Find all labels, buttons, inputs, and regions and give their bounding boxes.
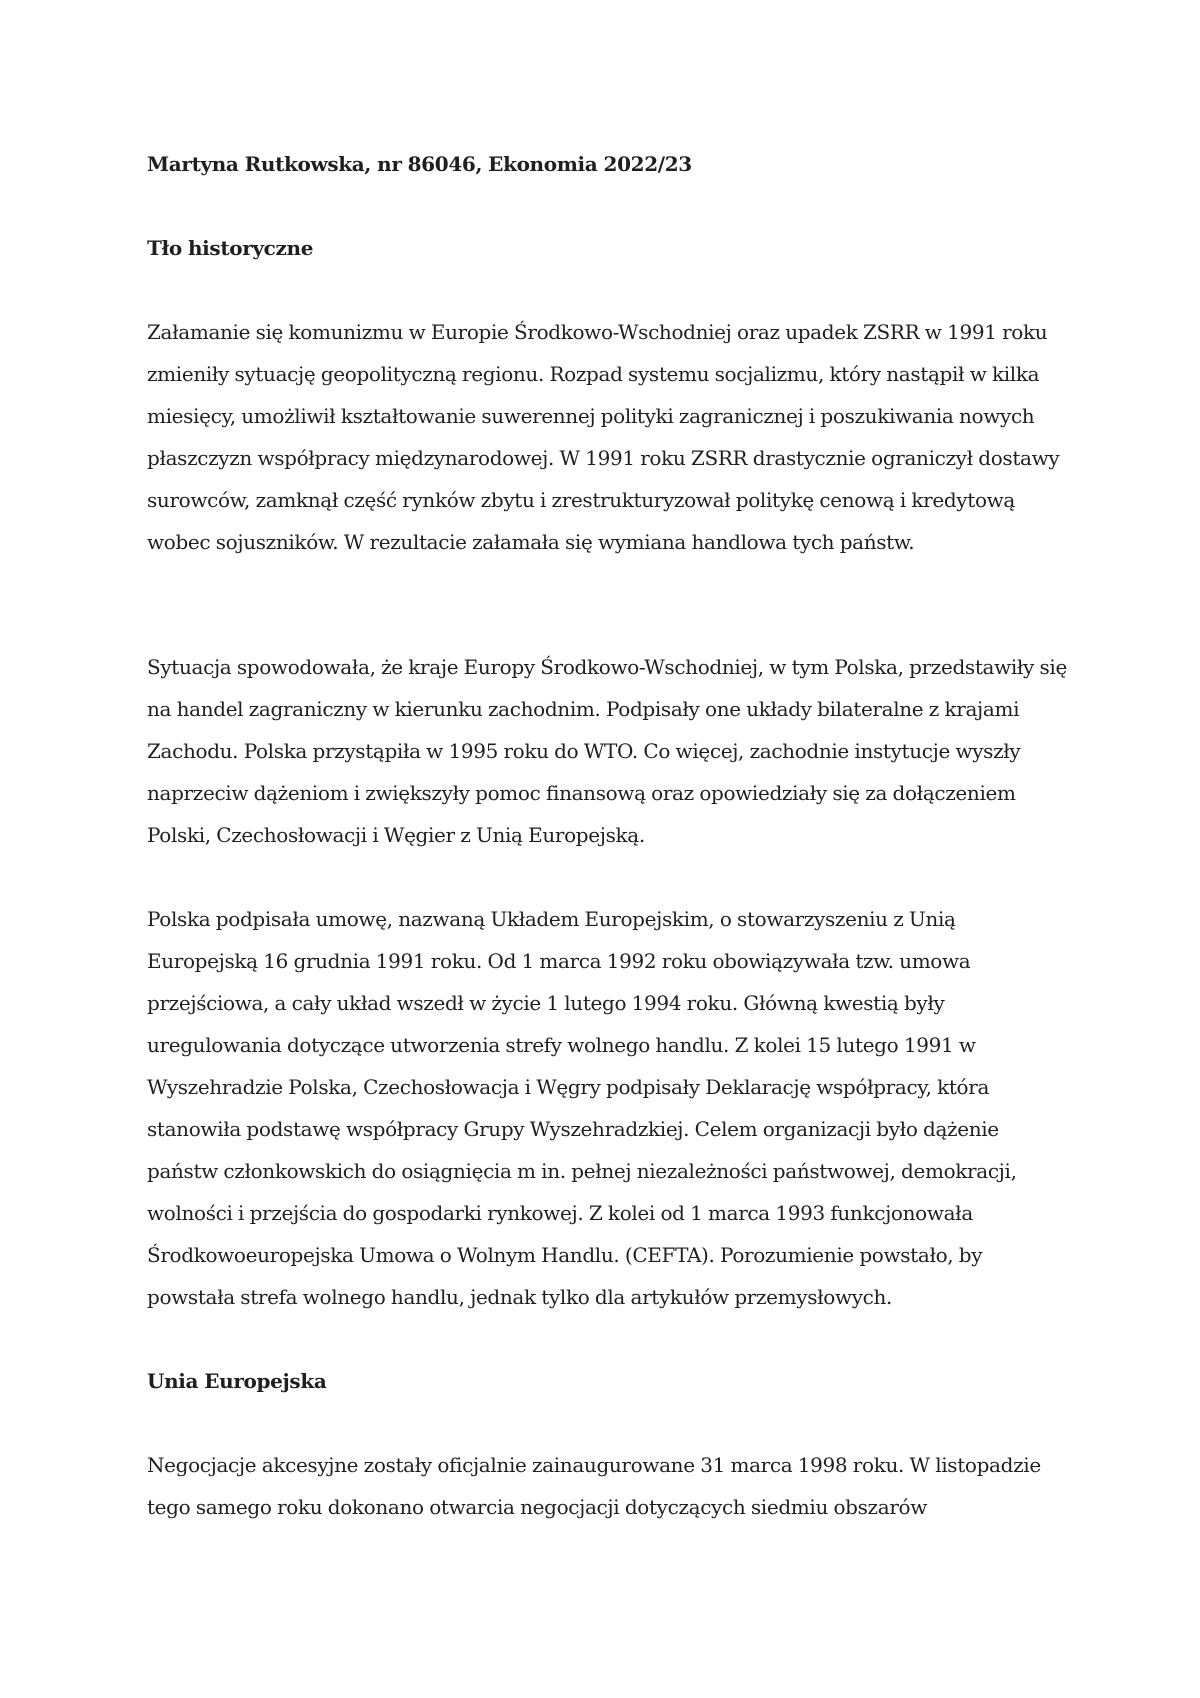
document-body <box>147 143 1067 1528</box>
spacer <box>147 269 1067 311</box>
spacer <box>147 563 1067 646</box>
paragraph: Sytuacja spowodowała, że kraje Europy Środkowo-Wschodniej, w tym Polska, przedstawiły się na handel zagraniczny w kierunku zachodnim. Podpisały one układy bilateralne z krajami Zachodu. Polska przystąpiła w 1995 roku do WTO. Co więcej, zachodnie instytucje wyszły naprzeciw dążeniom i zwiększyły pomoc finansową oraz opowiedziały się za dołączeniem Polski, Czechosłowacji i Węgier z Unią Europejską. <box>147 655 1067 847</box>
paragraph: Negocjacje akcesyjne zostały oficjalnie zainaugurowane 31 marca 1998 roku. W listopadzie tego samego roku dokonano otwarcia negocjacji dotyczących siedmiu obszarów <box>147 1453 1041 1519</box>
paragraph: Polska podpisała umowę, nazwaną Układem Europejskim, o stowarzyszeniu z Unią Europejską 16 grudnia 1991 roku. Od 1 marca 1992 roku obowiązywała tzw. umowa przejściowa, a cały układ wszedł w życie 1 lutego 1994 roku. Główną kwestią były uregulowania dotyczące utworzenia strefy wolnego handlu. Z kolei 15 lutego 1991 w Wyszehradzie Polska, Czechosłowacja i Węgry podpisały Deklarację współpracy, która stanowiła podstawę współpracy Grupy Wyszehradzkiej. Celem organizacji było dążenie państw członkowskich do osiągnięcia m in. pełnej niezależności państwowej, demokracji, wolności i przejścia do gospodarki rynkowej. Z kolei od 1 marca 1993 funkcjonowała Środkowoeuropejska Umowa o Wolnym Handlu. (CEFTA). Porozumienie powstało, by powstała strefa wolnego handlu, jednak tylko dla artykułów przemysłowych. <box>147 907 1017 1309</box>
spacer <box>147 185 1067 227</box>
section-heading-european-union: Unia Europejska <box>147 1369 327 1393</box>
spacer <box>147 1402 1067 1444</box>
spacer <box>147 1318 1067 1360</box>
author-line: Martyna Rutkowska, nr 86046, Ekonomia 2022/23 <box>147 152 692 176</box>
spacer <box>147 856 1067 898</box>
paragraph: Załamanie się komunizmu w Europie Środkowo-Wschodniej oraz upadek ZSRR w 1991 roku zmieniły sytuację geopolityczną regionu. Rozpad systemu socjalizmu, który nastąpił w kilka miesięcy, umożliwił kształtowanie suwerennej polityki zagranicznej i poszukiwania nowych płaszczyzn współpracy międzynarodowej. W 1991 roku ZSRR drastycznie ograniczył dostawy surowców, zamknął część rynków zbytu i zrestrukturyzował politykę cenową i kredytową wobec sojuszników. W rezultacie załamała się wymiana handlowa tych państw. <box>147 320 1060 554</box>
section-heading-historical-background: Tło historyczne <box>147 236 314 260</box>
